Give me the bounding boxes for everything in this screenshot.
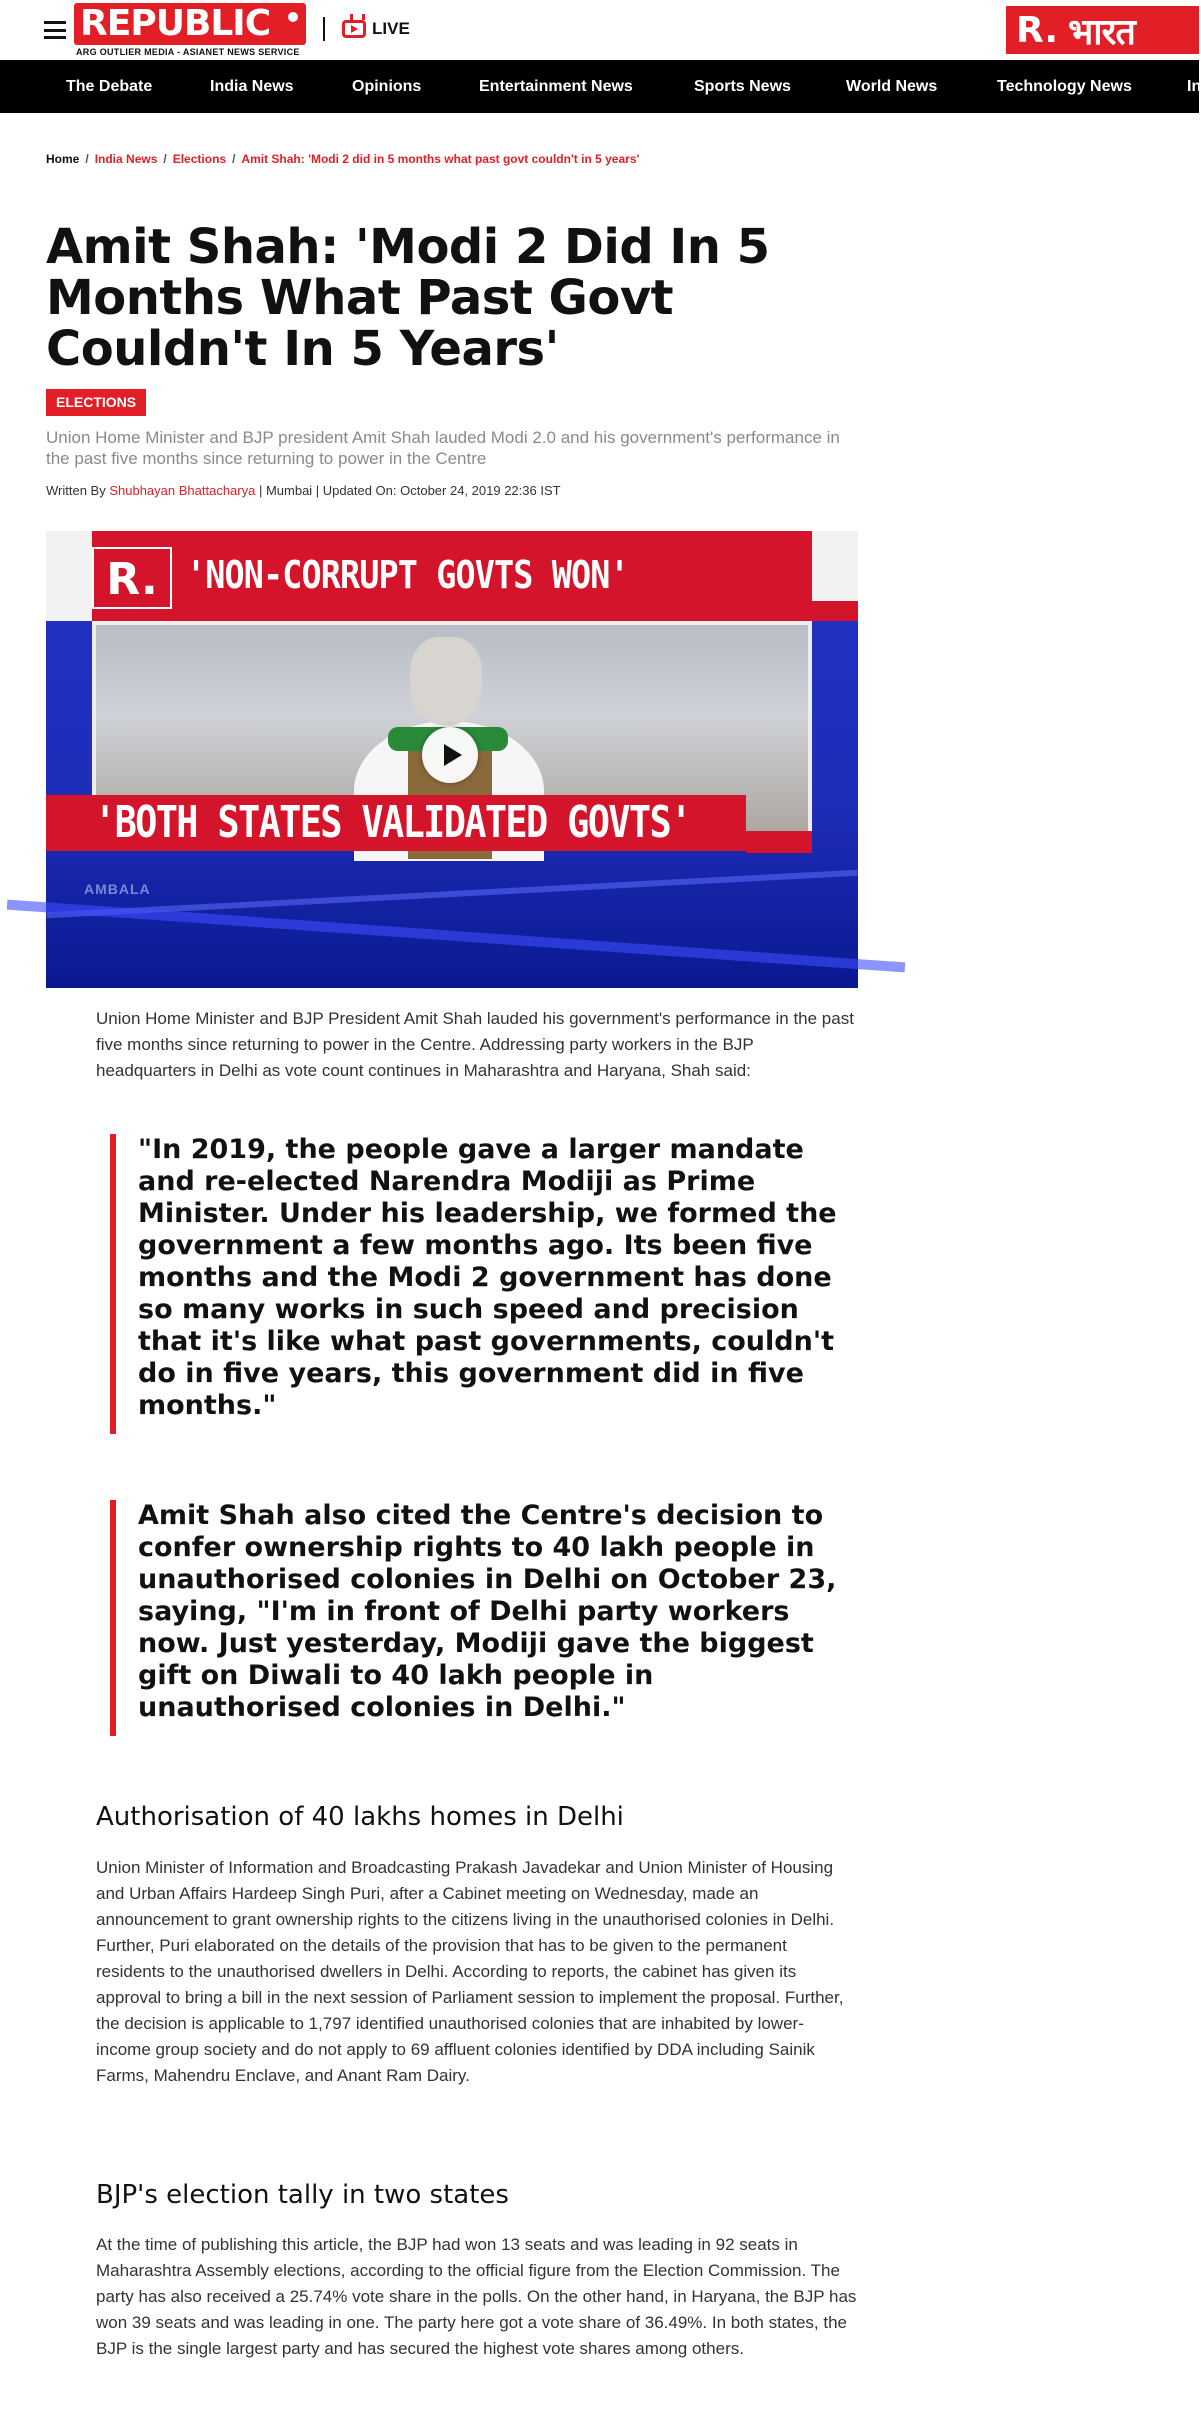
hamburger-icon[interactable]	[44, 21, 66, 39]
breadcrumb-home[interactable]: Home	[46, 152, 80, 166]
category-badge[interactable]: ELECTIONS	[46, 389, 146, 416]
byline-meta: | Mumbai | Updated On: October 24, 2019 22:36 IST	[258, 483, 561, 498]
nav-item-the-debate[interactable]: The Debate	[66, 78, 153, 95]
logo-wordmark	[74, 3, 306, 45]
video-headline-bottom: 'BOTH STATES VALIDATED GOVTS'	[46, 795, 746, 851]
section-body-election-tally: At the time of publishing this article, the BJP had won 13 seats and was leading in 92 seats in Maharashtra Assembly elections, according to the official figure from the Election Commission. The party has also received a 25.74% vote share in the polls. On the other hand, in Haryana, the BJP has won 39 seats and was leading in one. The party here got a vote share of 36.49%. In both states, the BJP is the single largest party and has secured the highest vote shares among others.	[96, 2235, 857, 2358]
breadcrumb-current: Amit Shah: 'Modi 2 did in 5 months what past govt couldn't in 5 years'	[241, 152, 640, 166]
bharat-r: R.	[1016, 9, 1059, 51]
video-right-panel	[812, 531, 858, 601]
nav-item-india-news[interactable]: India News	[210, 78, 294, 95]
video-player[interactable]	[46, 531, 858, 988]
byline	[46, 483, 561, 498]
section-heading-election-tally: BJP's election tally in two states	[96, 2180, 509, 2210]
logo-text: REPUBLIC	[80, 3, 271, 44]
video-left-panel	[46, 531, 92, 621]
header-divider	[323, 17, 325, 41]
byline-prefix: Written By	[46, 483, 106, 498]
play-icon[interactable]	[422, 727, 478, 783]
nav-item-sports-news[interactable]: Sports News	[694, 78, 791, 95]
republic-logo[interactable]	[74, 3, 306, 59]
logo-dot-icon	[288, 12, 298, 22]
nav-item-overflow[interactable]: In	[1187, 78, 1201, 95]
article-subtitle: Union Home Minister and BJP president Amit Shah lauded Modi 2.0 and his government's performance in the past five months since returning to power in the Centre	[46, 428, 840, 468]
breadcrumb-elections[interactable]: Elections	[172, 152, 227, 166]
article-title: Amit Shah: 'Modi 2 Did In 5 Months What Past Govt Couldn't In 5 Years'	[46, 219, 770, 377]
breadcrumb: Home / India News / Elections / Amit Shah: 'Modi 2 did in 5 months what past govt couldn't in 5 years'	[46, 152, 640, 166]
tv-icon	[342, 20, 366, 38]
section-body-delhi-homes: Union Minister of Information and Broadcasting Prakash Javadekar and Union Minister of Housing and Urban Affairs Hardeep Singh Puri, after a Cabinet meeting on Wednesday, made an announcement to grant ownership rights to the citizens living in the unauthorised colonies in Delhi. Further, Puri elaborated on the details of the provision that has to be given to the permanent residents to the unauthorised dwellers in Delhi. According to reports, the cabinet has given its approval to bring a bill in the next session of Parliament session to implement the proposal. Further, the decision is applicable to 1,797 identified unauthorised colonies that are inhabited by lower-income group society and do not apply to 69 affluent colonies identified by DDA including Sainik Farms, Mahendru Enclave, and Anant Ram Dairy.	[96, 1858, 844, 2085]
republic-bharat-logo[interactable]	[1006, 6, 1199, 54]
nav-item-technology-news[interactable]: Technology News	[997, 78, 1132, 95]
video-location: AMBALA	[84, 881, 151, 897]
video-accent-bar	[746, 831, 812, 853]
blockquote-2: Amit Shah also cited the Centre's decision to confer ownership rights to 40 lakh people in unauthorised colonies in Delhi on October 23, saying, "I'm in front of Delhi party workers now. Just yesterday, Modiji gave the biggest gift on Diwali to 40 lakh people in unauthorised colonies in Delhi."	[110, 1500, 860, 1736]
section-heading-delhi-homes: Authorisation of 40 lakhs homes in Delhi	[96, 1802, 624, 1832]
main-nav	[0, 60, 1199, 113]
live-tv-link[interactable]	[342, 15, 410, 43]
video-headline-top: 'NON-CORRUPT GOVTS WON'	[186, 553, 629, 597]
bharat-word: भारत	[1068, 11, 1135, 53]
top-header	[0, 0, 1199, 60]
live-label: LIVE	[372, 19, 410, 38]
article-intro: Union Home Minister and BJP President Amit Shah lauded his government's performance in the past five months since returning to power in the Centre. Addressing party workers in the BJP headquarters in Delhi as vote count continues in Maharashtra and Haryana, Shah said:	[96, 1009, 854, 1080]
author-link[interactable]: Shubhayan Bhattacharya	[109, 483, 256, 498]
nav-item-opinions[interactable]: Opinions	[352, 78, 422, 95]
nav-item-world-news[interactable]: World News	[846, 78, 938, 95]
logo-tagline: ARG OUTLIER MEDIA - ASIANET NEWS SERVICE	[76, 47, 300, 57]
blockquote-1: "In 2019, the people gave a larger mandate and re-elected Narendra Modiji as Prime Minister. Under his leadership, we formed the government a few months ago. Its been five months and the Modi 2 government has done so many works in such speed and precision that it's like what past governments, couldn't do in five years, this government did in five months."	[110, 1134, 860, 1434]
nav-item-entertainment-news[interactable]: Entertainment News	[479, 78, 633, 95]
breadcrumb-india-news[interactable]: India News	[94, 152, 158, 166]
video-channel-logo: R.	[92, 547, 172, 609]
